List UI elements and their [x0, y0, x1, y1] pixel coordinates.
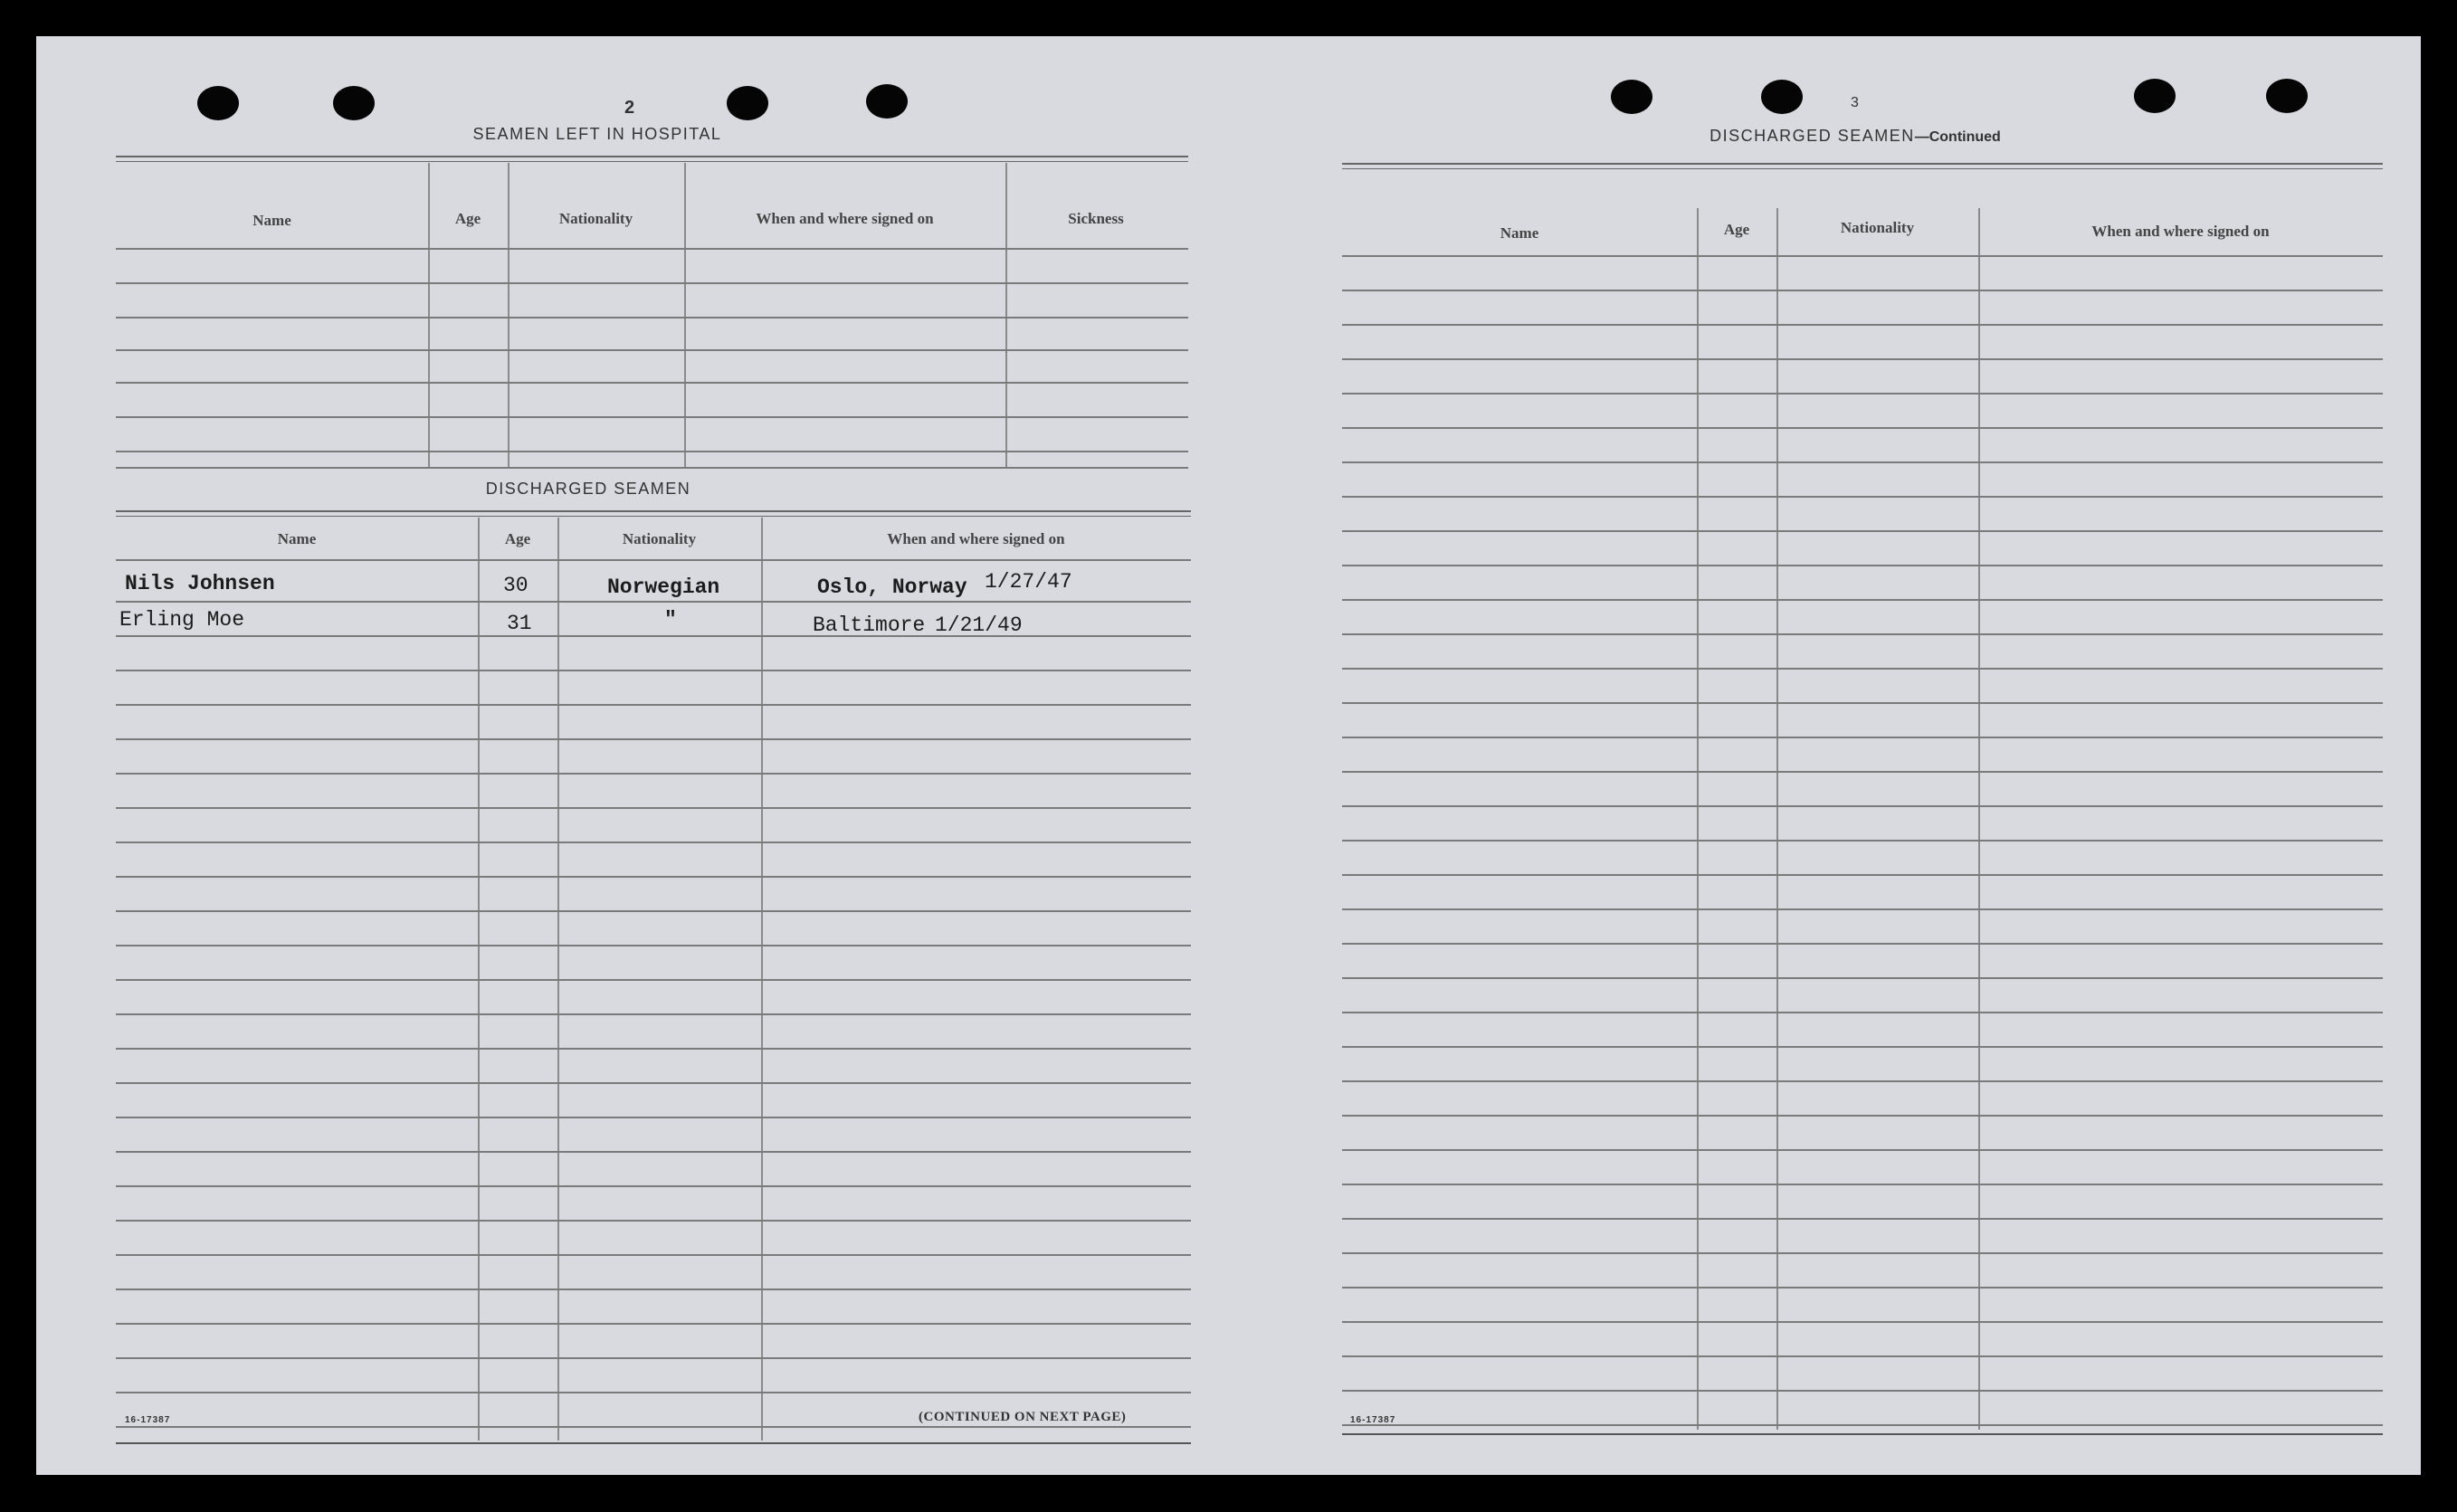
column-header-signed-on: When and where signed on: [756, 210, 934, 227]
right-page: [1267, 36, 2421, 1475]
left-page: [36, 36, 1267, 1475]
seaman-signed-place: Oslo, Norway: [817, 575, 967, 599]
column-header-age: Age: [1723, 221, 1750, 238]
discharged-section-title: DISCHARGED SEAMEN: [485, 480, 691, 498]
seaman-signed-date: 1/21/49: [935, 613, 1023, 637]
seaman-nationality: Norwegian: [607, 575, 720, 599]
column-header-signed-on: When and where signed on: [2091, 223, 2270, 240]
page-title-text: DISCHARGED SEAMEN: [1709, 127, 1915, 145]
column-header-name: Name: [277, 530, 317, 547]
continued-note: (CONTINUED ON NEXT PAGE): [919, 1410, 1127, 1424]
hospital-section-title: SEAMEN LEFT IN HOSPITAL: [472, 125, 722, 143]
discharged-continued-table: [1342, 163, 2383, 1439]
seaman-age: 30: [503, 574, 529, 597]
form-number: 16-17387: [125, 1415, 171, 1425]
seaman-name: Nils Johnsen: [125, 572, 275, 595]
page-title: [1647, 127, 2063, 146]
seaman-name: Erling Moe: [119, 608, 245, 632]
column-header-name: Name: [1500, 224, 1539, 242]
column-header-age: Age: [454, 210, 481, 227]
page-number: 3: [1851, 95, 1859, 110]
page-title-suffix: —Continued: [1914, 129, 2001, 145]
column-header-nationality: Nationality: [622, 530, 697, 547]
column-header-age: Age: [504, 530, 531, 547]
page-number: 2: [624, 98, 635, 118]
seaman-signed-date: 1/27/47: [985, 570, 1072, 594]
discharged-table: [116, 510, 1191, 1444]
document-sheet: [36, 36, 2421, 1475]
column-header-sickness: Sickness: [1068, 210, 1124, 227]
column-header-name: Name: [252, 212, 291, 229]
column-header-signed-on: When and where signed on: [887, 530, 1065, 547]
column-header-nationality: Nationality: [1840, 219, 1915, 236]
seaman-signed-place: Baltimore: [813, 613, 926, 637]
seaman-age: 31: [507, 612, 532, 635]
column-header-nationality: Nationality: [558, 210, 633, 227]
form-number: 16-17387: [1350, 1415, 1396, 1425]
seaman-nationality: ": [664, 608, 677, 632]
hospital-table: [116, 156, 1188, 469]
